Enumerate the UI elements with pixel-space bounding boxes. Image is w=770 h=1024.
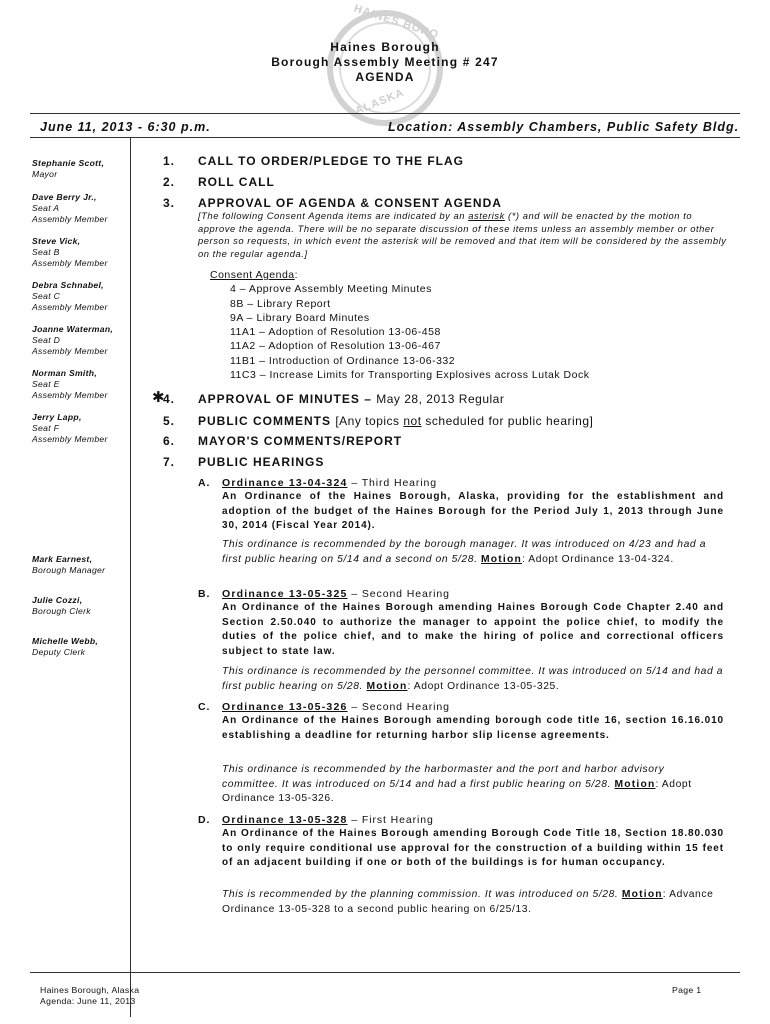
item-number: 1.: [163, 154, 176, 168]
item-number: 3.: [163, 196, 176, 210]
motion-label: Motion: [481, 553, 522, 565]
item-note: May 28, 2013 Regular: [376, 392, 505, 406]
staff-clerk: [32, 595, 128, 617]
consent-item: 11C3 – Increase Limits for Transporting Explosives across Lutak Dock: [230, 369, 590, 382]
member-seat-c: [32, 280, 128, 313]
footer-org: Haines Borough, Alaska: [40, 985, 140, 995]
consent-item: 4 – Approve Assembly Meeting Minutes: [230, 283, 432, 296]
member-seat: Seat A: [32, 203, 60, 213]
ordinance-number[interactable]: Ordinance 13-04-324: [222, 477, 348, 489]
member-seat-b: [32, 236, 128, 269]
footer-page-number: Page 1: [672, 985, 702, 995]
member-seat: Seat B: [32, 247, 60, 257]
member-name: Stephanie Scott,: [32, 158, 105, 168]
sidebar-divider: [130, 137, 131, 1017]
staff-role: Borough Manager: [32, 565, 106, 575]
description-text: This ordinance is recommended by the harbormaster and the port and harbor advisory committee. It was introduced on 5/14 and had a first public hearing on 5/28.: [222, 764, 665, 790]
motion-label: Motion: [366, 680, 408, 692]
item-title-approval-of-agenda: APPROVAL OF AGENDA & CONSENT AGENDA: [198, 196, 502, 210]
member-name: Steve Vick,: [32, 236, 81, 246]
consent-item: 9A – Library Board Minutes: [230, 311, 370, 324]
consent-asterisk-icon: ✱: [152, 389, 165, 406]
item-title-call-to-order: CALL TO ORDER/PLEDGE TO THE FLAG: [198, 154, 465, 168]
hearing-b-heading: [222, 588, 450, 600]
member-name: Joanne Waterman,: [32, 324, 114, 334]
hearing-a-heading: [222, 477, 437, 489]
member-name: Debra Schnabel,: [32, 280, 104, 290]
motion-label: Motion: [614, 778, 656, 790]
hearing-letter: D.: [198, 814, 211, 826]
item-number: 7.: [163, 455, 176, 469]
member-name: Norman Smith,: [32, 368, 98, 378]
motion-text: : Adopt Ordinance 13-05-326.: [222, 778, 692, 804]
member-seat-d: [32, 324, 128, 357]
item-title-text: PUBLIC COMMENTS: [198, 414, 331, 428]
staff-deputy-clerk: [32, 636, 128, 658]
consent-item: 8B – Library Report: [230, 297, 331, 310]
hearing-stage: – Second Hearing: [347, 588, 450, 600]
item-number: 5.: [163, 414, 176, 428]
hearing-letter: B.: [198, 588, 211, 600]
footer-rule: [30, 972, 740, 973]
member-seat: Seat C: [32, 291, 61, 301]
consent-agenda-label: Consent Agenda: [210, 269, 295, 281]
hearing-letter: C.: [198, 701, 211, 713]
hearing-letter: A.: [198, 477, 211, 489]
ordinance-title: An Ordinance of the Haines Borough amending Haines Borough Code Chapter 2.40 and Section 2.50.040 to authorize the manager to appoint the police chief, to modify the duties of the police chief, and to make the hiring of police and correctional officers subject to state law.: [222, 602, 724, 657]
consent-note: [198, 210, 728, 260]
consent-agenda-heading: [210, 268, 589, 282]
staff-name: Michelle Webb,: [32, 636, 99, 646]
motion-text: : Adopt Ordinance 13-05-325.: [407, 680, 560, 692]
member-seat: Seat F: [32, 423, 60, 433]
ordinance-title: An Ordinance of the Haines Borough, Alaska, providing for the establishment and adoption of the budget of the Haines Borough for the Period July 1, 2013 through June 30, 2014 (Fiscal Year 2014).: [222, 491, 724, 531]
item-title-text: APPROVAL OF MINUTES –: [198, 392, 372, 406]
ordinance-title: An Ordinance of the Haines Borough amending borough code title 16, section 16.16.010 establishing a deadline for returning harbor slip license agreements.: [222, 715, 724, 741]
member-role: Assembly Member: [32, 346, 108, 356]
member-role: Assembly Member: [32, 390, 108, 400]
item-number: 6.: [163, 434, 176, 448]
consent-note-text: [The following Consent Agenda items are indicated by an: [198, 210, 469, 221]
hearing-c-heading: [222, 701, 450, 713]
member-name: Jerry Lapp,: [32, 412, 82, 422]
footer-agenda-date: Agenda: June 11, 2013: [40, 996, 136, 1006]
hearing-stage: – Third Hearing: [347, 477, 438, 489]
ordinance-number[interactable]: Ordinance 13-05-325: [222, 588, 348, 600]
consent-note-text-cont: (*) and will be enacted by the motion to approve the agenda. There will be no separate discussion of these items unless an assembly member or other person so requests, in which event the asterisk will be removed and that item will be considered by the assembly on the regular agenda.]: [198, 210, 727, 259]
description-text: This is recommended by the planning commission. It was introduced on 5/28.: [222, 889, 619, 900]
motion-text: : Advance Ordinance 13-05-328 to a second public hearing on 6/25/13.: [222, 889, 714, 915]
motion-label: Motion: [621, 889, 663, 900]
member-seat-a: [32, 192, 128, 225]
member-seat: Seat D: [32, 335, 61, 345]
consent-agenda-list: [210, 268, 589, 382]
ordinance-description: [222, 888, 724, 917]
ordinance-description: [222, 763, 724, 807]
hearing-stage: – First Hearing: [347, 814, 434, 826]
motion-text: : Adopt Ordinance 13-04-324.: [521, 553, 674, 565]
note-post: scheduled for public hearing]: [421, 414, 594, 428]
member-role: Assembly Member: [32, 434, 108, 444]
member-role: Assembly Member: [32, 214, 108, 224]
ordinance-number[interactable]: Ordinance 13-05-328: [222, 814, 348, 826]
consent-item: 11A1 – Adoption of Resolution 13-06-458: [230, 326, 441, 339]
item-note: [335, 414, 593, 428]
consent-item: 11A2 – Adoption of Resolution 13-06-467: [230, 340, 441, 353]
doc-type: AGENDA: [355, 70, 415, 84]
meeting-title: Borough Assembly Meeting # 247: [271, 55, 499, 69]
description-text: This ordinance is recommended by the personnel committee. It was introduced on 5/14 and had a first public hearing on 5/28.: [222, 666, 724, 692]
description-text: This ordinance is recommended by the borough manager. It was introduced on 4/23 and had a first public hearing on 5/14 and a second on 5/28.: [222, 539, 707, 565]
item-number: 2.: [163, 175, 176, 189]
item-title-public-hearings: PUBLIC HEARINGS: [198, 455, 325, 469]
ordinance-description: [222, 665, 724, 694]
item-title-public-comments: [198, 414, 593, 428]
staff-name: Julie Cozzi,: [32, 595, 83, 605]
org-title: Haines Borough: [330, 40, 440, 54]
meeting-location: Location: Assembly Chambers, Public Safety Bldg.: [388, 120, 740, 134]
item-number: 4.: [163, 392, 176, 406]
consent-agenda-colon: :: [294, 269, 299, 281]
ordinance-title: An Ordinance of the Haines Borough amending Borough Code Title 18, Section 18.80.030 to only require conditional use approval for the construction of a building within 15 feet of an adjacent building if one or both of the buildings is for human occupancy.: [222, 828, 724, 868]
member-seat: Seat E: [32, 379, 60, 389]
asterisk-link[interactable]: asterisk: [468, 210, 505, 221]
seal-text-top: HAINES BORO: [352, 2, 441, 42]
note-underlined: not: [403, 414, 422, 428]
item-title-roll-call: ROLL CALL: [198, 175, 275, 189]
member-seat-f: [32, 412, 128, 445]
staff-manager: [32, 554, 128, 576]
member-seat-e: [32, 368, 128, 401]
staff-role: Deputy Clerk: [32, 647, 86, 657]
hearing-stage: – Second Hearing: [347, 701, 450, 713]
ordinance-number[interactable]: Ordinance 13-05-326: [222, 701, 348, 713]
item-title-mayors-comments: MAYOR'S COMMENTS/REPORT: [198, 434, 403, 448]
seal-text-bottom: ALASKA: [353, 86, 407, 118]
member-name: Dave Berry Jr.,: [32, 192, 97, 202]
hearing-d-heading: [222, 814, 434, 826]
member-role: Mayor: [32, 169, 58, 179]
ordinance-description: [222, 538, 724, 567]
header-rule-bottom: [30, 137, 740, 138]
note-pre: [Any topics: [335, 414, 404, 428]
staff-name: Mark Earnest,: [32, 554, 93, 564]
staff-role: Borough Clerk: [32, 606, 91, 616]
item-title-approval-of-minutes: [198, 392, 504, 406]
meeting-date: June 11, 2013 - 6:30 p.m.: [40, 120, 211, 134]
member-mayor: [32, 158, 128, 180]
header-rule-top: [30, 113, 740, 114]
member-role: Assembly Member: [32, 258, 108, 268]
consent-item: 11B1 – Introduction of Ordinance 13-06-332: [230, 354, 456, 367]
member-role: Assembly Member: [32, 302, 108, 312]
footer-left: [40, 985, 139, 1007]
